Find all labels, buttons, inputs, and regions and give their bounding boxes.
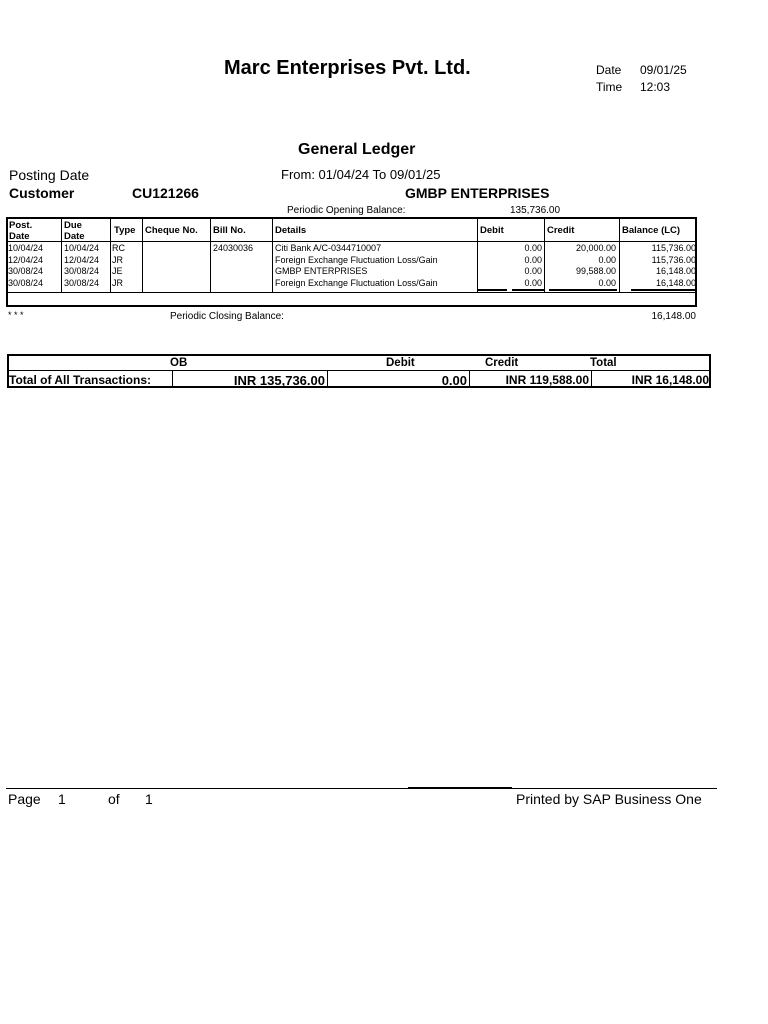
col-divider <box>272 218 273 292</box>
cell-debit: 0.00 <box>524 278 542 289</box>
totals-ob: INR 135,736.00 <box>233 373 325 388</box>
cell-type: RC <box>112 243 125 253</box>
cell-post: 30/08/24 <box>8 266 44 277</box>
cell-debit: 0.00 <box>524 254 542 265</box>
totals-col-divider <box>469 371 470 387</box>
col-header-debit: Debit <box>480 225 504 236</box>
col-header-cheque: Cheque No. <box>145 225 198 236</box>
col-header-bill: Bill No. <box>213 225 246 236</box>
totals-header-credit: Credit <box>485 357 519 369</box>
printed-by: Printed by SAP Business One <box>516 791 702 807</box>
credit-underline <box>549 289 617 291</box>
time-label: Time <box>596 80 623 94</box>
opening-balance-label: Periodic Opening Balance: <box>287 205 406 216</box>
footer-rule-thick <box>408 787 512 789</box>
cell-details: Citi Bank A/C-0344710007 <box>275 243 382 253</box>
col-header-balance: Balance (LC) <box>622 225 681 236</box>
cell-details: GMBP ENTERPRISES <box>275 266 368 277</box>
date-range: From: 01/04/24 To 09/01/25 <box>281 167 441 182</box>
cell-due: 30/08/24 <box>64 266 100 277</box>
page-label: Page <box>8 791 41 807</box>
cell-balance: 16,148.00 <box>655 278 696 289</box>
cell-post: 12/04/24 <box>8 254 44 265</box>
totals-col-divider <box>591 371 592 387</box>
stars-marker: * * * <box>8 310 24 320</box>
col-divider <box>210 218 211 292</box>
totals-credit: INR 119,588.00 <box>505 373 589 387</box>
totals-col-divider <box>327 371 328 387</box>
col-divider <box>110 218 111 292</box>
col-divider <box>142 218 143 292</box>
time-value: 12:03 <box>640 80 671 94</box>
date-label: Date <box>596 63 622 77</box>
cell-post: 10/04/24 <box>8 243 44 253</box>
totals-col-divider <box>172 371 173 387</box>
cell-bill: 24030036 <box>213 243 254 253</box>
cell-balance: 115,736.00 <box>651 254 696 265</box>
closing-balance-label: Periodic Closing Balance: <box>170 311 284 322</box>
cell-post: 30/08/24 <box>8 278 44 289</box>
totals-total: INR 16,148.00 <box>631 373 709 387</box>
report-title: General Ledger <box>298 141 416 158</box>
cell-balance: 115,736.00 <box>651 243 696 253</box>
totals-label: Total of All Transactions: <box>9 373 152 387</box>
cell-credit: 99,588.00 <box>575 266 616 277</box>
balance-underline <box>631 289 697 291</box>
page-total: 1 <box>145 791 153 807</box>
cell-credit: 0.00 <box>598 278 616 289</box>
cell-details: Foreign Exchange Fluctuation Loss/Gain <box>275 254 438 265</box>
col-header-type: Type <box>114 225 136 236</box>
posting-date-label: Posting Date <box>9 167 90 183</box>
customer-name: GMBP ENTERPRISES <box>405 185 550 201</box>
cell-debit: 0.00 <box>524 266 542 277</box>
cell-type: JR <box>112 278 123 289</box>
cell-credit: 20,000.00 <box>575 243 616 253</box>
cell-balance: 16,148.00 <box>655 266 696 277</box>
totals-header-debit: Debit <box>386 357 415 369</box>
col-header-due-date: Due Date <box>64 220 85 242</box>
totals-divider <box>8 370 710 371</box>
page-number: 1 <box>58 791 66 807</box>
col-divider <box>61 218 62 292</box>
customer-code: CU121266 <box>132 185 199 201</box>
cell-details: Foreign Exchange Fluctuation Loss/Gain <box>275 278 438 289</box>
totals-header-total: Total <box>590 357 617 369</box>
cell-debit: 0.00 <box>524 243 542 253</box>
col-header-details: Details <box>275 225 307 236</box>
cell-type: JE <box>112 266 123 277</box>
cell-due: 12/04/24 <box>64 254 100 265</box>
rows-bottom-line <box>7 292 696 293</box>
debit-underline <box>477 289 507 291</box>
debit-underline-2 <box>512 289 544 291</box>
cell-credit: 0.00 <box>598 254 616 265</box>
date-value: 09/01/25 <box>640 63 687 77</box>
cell-due: 10/04/24 <box>64 243 100 253</box>
company-name: Marc Enterprises Pvt. Ltd. <box>224 57 471 79</box>
customer-label: Customer <box>9 185 75 201</box>
page-of-label: of <box>108 791 120 807</box>
col-header-credit: Credit <box>547 225 575 236</box>
totals-debit: 0.00 <box>441 373 467 388</box>
opening-balance-value: 135,736.00 <box>510 205 561 216</box>
totals-header-ob: OB <box>170 357 188 369</box>
cell-type: JR <box>112 254 123 265</box>
col-header-post-date: Post. Date <box>9 220 33 242</box>
cell-due: 30/08/24 <box>64 278 100 289</box>
closing-balance-value: 16,148.00 <box>651 311 696 322</box>
footer-rule <box>6 788 717 789</box>
